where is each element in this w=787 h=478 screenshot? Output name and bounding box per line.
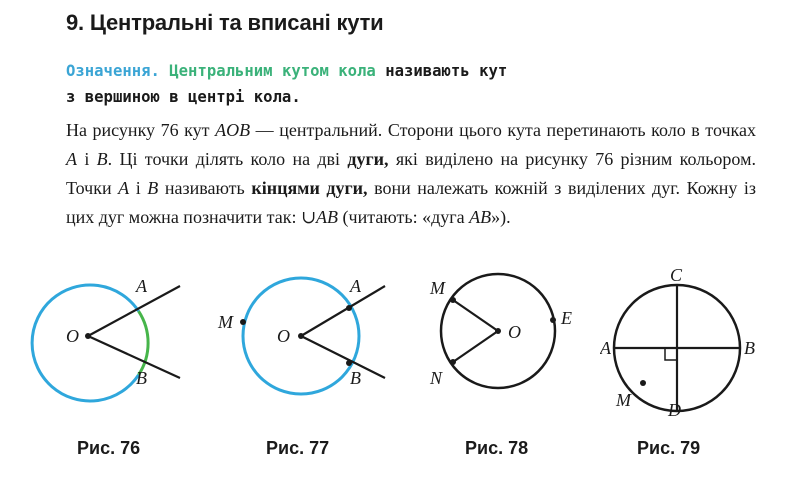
text-run: (читають: «дуга (338, 207, 470, 227)
definition-rest-1: називають кут (385, 62, 508, 80)
label-m: M (218, 312, 233, 332)
label-b: B (350, 368, 361, 388)
point-name: A (66, 149, 77, 169)
label-a: A (350, 276, 361, 296)
definition-rest-2: з вершиною в центрі кола. (66, 88, 301, 106)
label-e: E (561, 308, 572, 328)
ray-oa (88, 286, 180, 336)
bold-term: дуги, (347, 149, 389, 169)
figure-79 (600, 268, 770, 428)
ray-ob (88, 336, 180, 378)
text-run: вони належать кожній з виділених дуг. Кожну із цих дуг можна позначити так: (66, 178, 757, 227)
label-o: O (66, 326, 79, 346)
label-d: D (668, 400, 681, 420)
text-run: називають (158, 178, 252, 198)
label-b: B (136, 368, 147, 388)
caption-79: Рис. 79 (637, 438, 701, 458)
figure-78 (420, 268, 600, 418)
caption-77: Рис. 77 (266, 438, 330, 458)
ray-ob (301, 336, 385, 378)
center-point (298, 333, 304, 339)
text-run: На рисунку 76 кут (66, 120, 216, 140)
center-point (495, 328, 501, 334)
point-name: B (96, 149, 108, 169)
text-run: — центральний. Сторони цього кута перетинають коло в точках (250, 120, 756, 140)
text-run: . Ці точки ділять коло на дві (107, 149, 348, 169)
figure-76 (20, 268, 200, 418)
label-c: C (670, 268, 683, 285)
point-m (240, 319, 246, 325)
label-a: A (136, 276, 147, 296)
point-name: B (147, 178, 159, 198)
point-e (550, 317, 556, 323)
right-angle-mark (665, 348, 677, 360)
point-name: A (118, 178, 130, 198)
arc-name: AB (469, 207, 492, 227)
center-point (85, 333, 91, 339)
major-arc (32, 285, 139, 401)
point-n (450, 359, 456, 365)
body-paragraph (66, 116, 756, 232)
point-a (346, 305, 352, 311)
point-m (450, 297, 456, 303)
angle-name: AOB (215, 120, 251, 140)
label-m: M (616, 390, 631, 410)
label-a: A (600, 338, 611, 358)
section-heading: 9. Центральні та вписані кути (66, 10, 384, 35)
caption-78: Рис. 78 (465, 438, 529, 458)
minor-arc (139, 311, 148, 375)
definition-tag: Означення. (66, 62, 160, 80)
text-run: і (77, 149, 97, 169)
figure-77 (210, 268, 390, 418)
label-o: O (508, 322, 521, 342)
ray-oa (301, 286, 385, 336)
point-m (640, 380, 646, 386)
definition-term: Центральним кутом кола (169, 62, 376, 80)
definition-block (66, 58, 756, 110)
text-run: »). (491, 207, 511, 227)
text-run: і (129, 178, 148, 198)
caption-76: Рис. 76 (77, 438, 141, 458)
bold-term: кінцями дуги, (251, 178, 368, 198)
label-b: B (744, 338, 755, 358)
point-b (346, 360, 352, 366)
text-run: які виділено на рисунку 76 різним кольором. Точки (66, 149, 756, 198)
radius-on (453, 331, 498, 362)
label-m: M (430, 278, 445, 298)
label-o: O (277, 326, 290, 346)
arc-notation: ∪AB (300, 207, 339, 227)
label-n: N (430, 368, 443, 388)
radius-om (453, 300, 498, 331)
